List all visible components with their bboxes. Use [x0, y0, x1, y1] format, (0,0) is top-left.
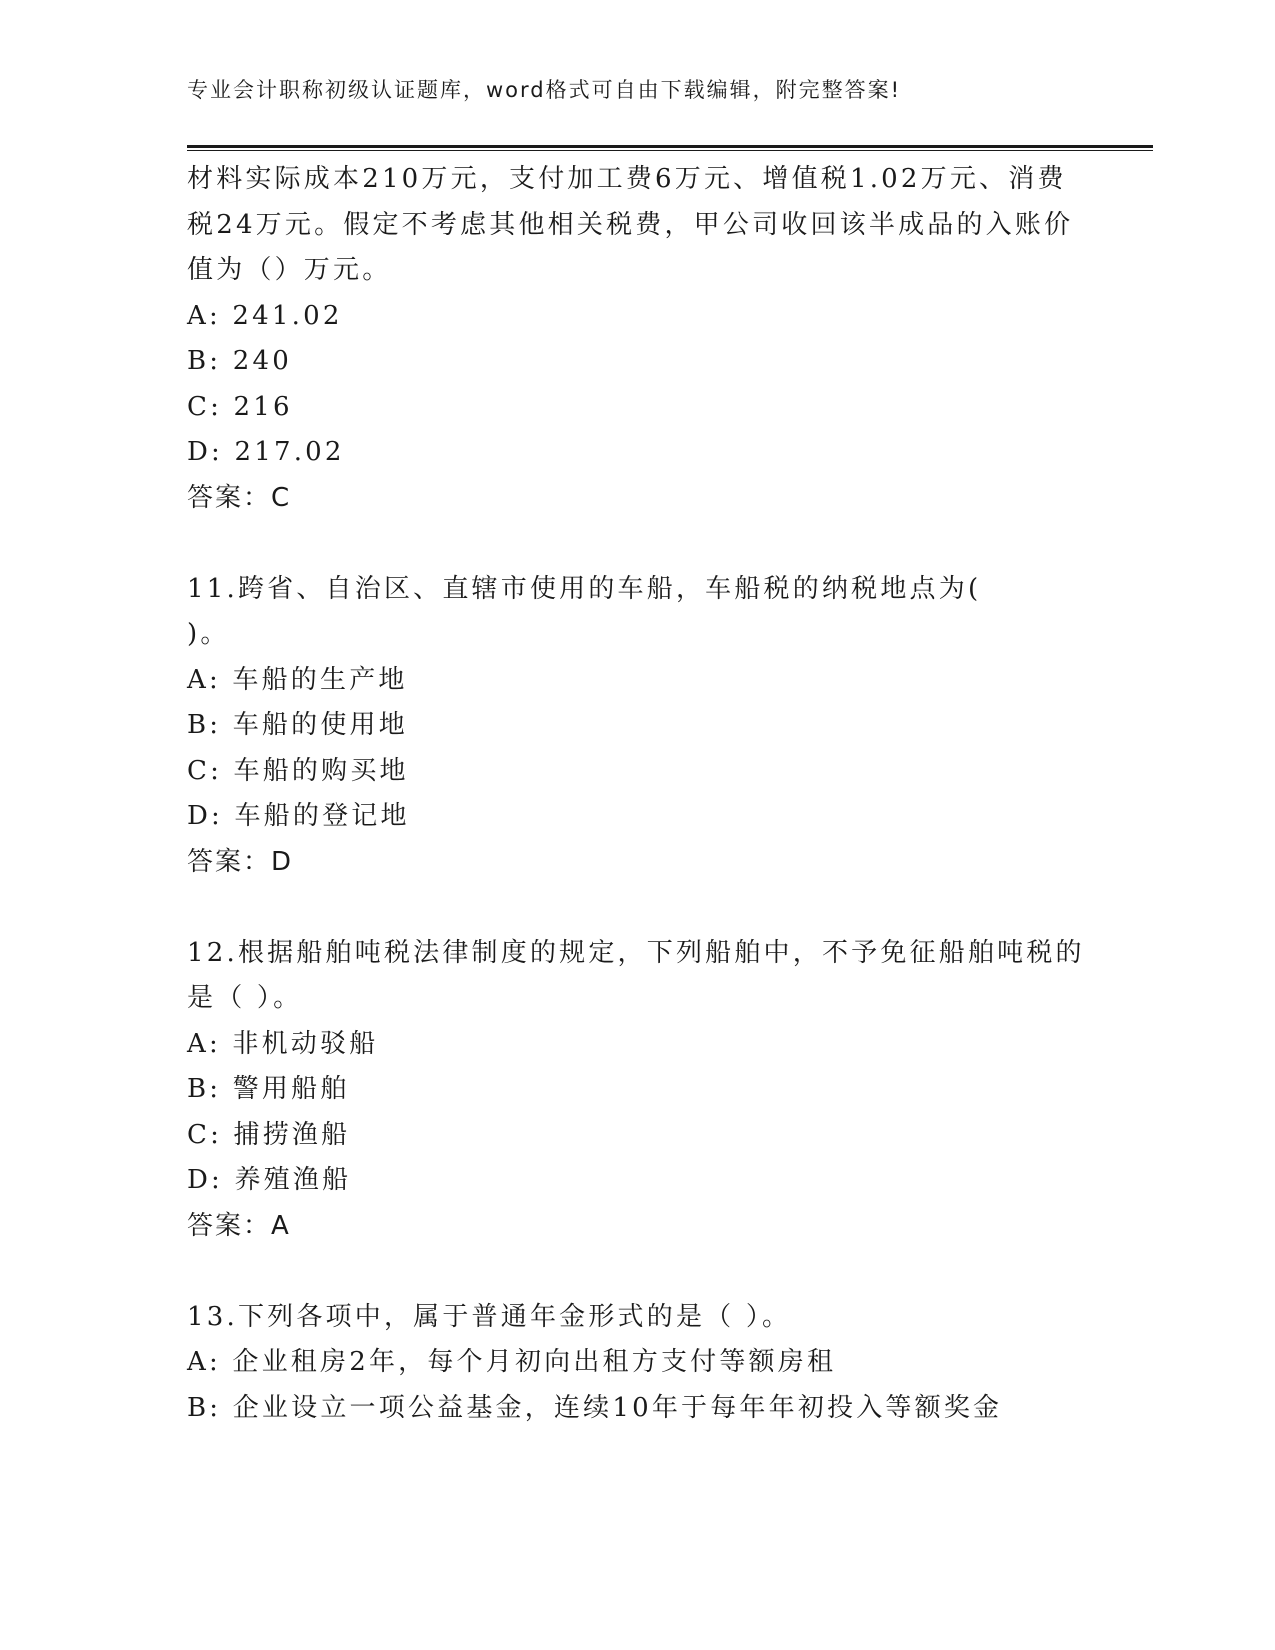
- option-b: B: 车船的使用地: [187, 710, 408, 740]
- option-d: D: 217.02: [187, 437, 345, 467]
- question-block-continued: [187, 157, 1087, 521]
- option-b: B: 警用船舶: [187, 1074, 350, 1104]
- option-a: A: 241.02: [187, 300, 343, 331]
- option-b: B: 240: [187, 346, 292, 376]
- option-c: C: 车船的购买地: [187, 755, 409, 786]
- header-rule-thick: [187, 145, 1153, 148]
- question-content: [187, 157, 1087, 1431]
- question-stem-line: 13.下列各项中，属于普通年金形式的是（ ）。: [187, 1301, 792, 1332]
- header-rule-thin: [187, 150, 1153, 151]
- option-a: A: 车船的生产地: [187, 664, 408, 695]
- question-stem-line: 税24万元。假定不考虑其他相关税费，甲公司收回该半成品的入账价: [187, 209, 1074, 240]
- question-stem-line: )。: [187, 619, 230, 649]
- page-header: 专业会计职称初级认证题库，word格式可自由下载编辑，附完整答案!: [187, 78, 902, 102]
- option-b: B: 企业设立一项公益基金，连续10年于每年年初投入等额奖金: [187, 1392, 1003, 1423]
- question-stem-line: 值为（）万元。: [187, 255, 392, 285]
- option-c: C: 216: [187, 391, 293, 422]
- block-spacer: [187, 1249, 1087, 1295]
- option-a: A: 企业租房2年，每个月初向出租方支付等额房租: [187, 1347, 837, 1377]
- question-stem-line: 材料实际成本210万元，支付加工费6万元、增值税1.02万元、消费: [187, 164, 1067, 194]
- question-stem-line: 12.根据船舶吨税法律制度的规定，下列船舶中，不予免征船舶吨税的: [187, 937, 1085, 968]
- question-stem-line: 是（ ）。: [187, 983, 303, 1013]
- block-spacer: [187, 885, 1087, 931]
- question-block-11: [187, 567, 1087, 886]
- question-block-13: [187, 1295, 1087, 1432]
- option-d: D: 养殖渔船: [187, 1165, 352, 1195]
- answer-label: 答案：A: [187, 1210, 291, 1241]
- question-block-12: [187, 931, 1087, 1250]
- answer-label: 答案：C: [187, 482, 292, 513]
- option-c: C: 捕捞渔船: [187, 1119, 351, 1150]
- option-d: D: 车船的登记地: [187, 801, 410, 831]
- option-a: A: 非机动驳船: [187, 1028, 379, 1059]
- block-spacer: [187, 521, 1087, 567]
- answer-label: 答案：D: [187, 846, 294, 877]
- question-stem-line: 11.跨省、自治区、直辖市使用的车船，车船税的纳税地点为(: [187, 573, 982, 604]
